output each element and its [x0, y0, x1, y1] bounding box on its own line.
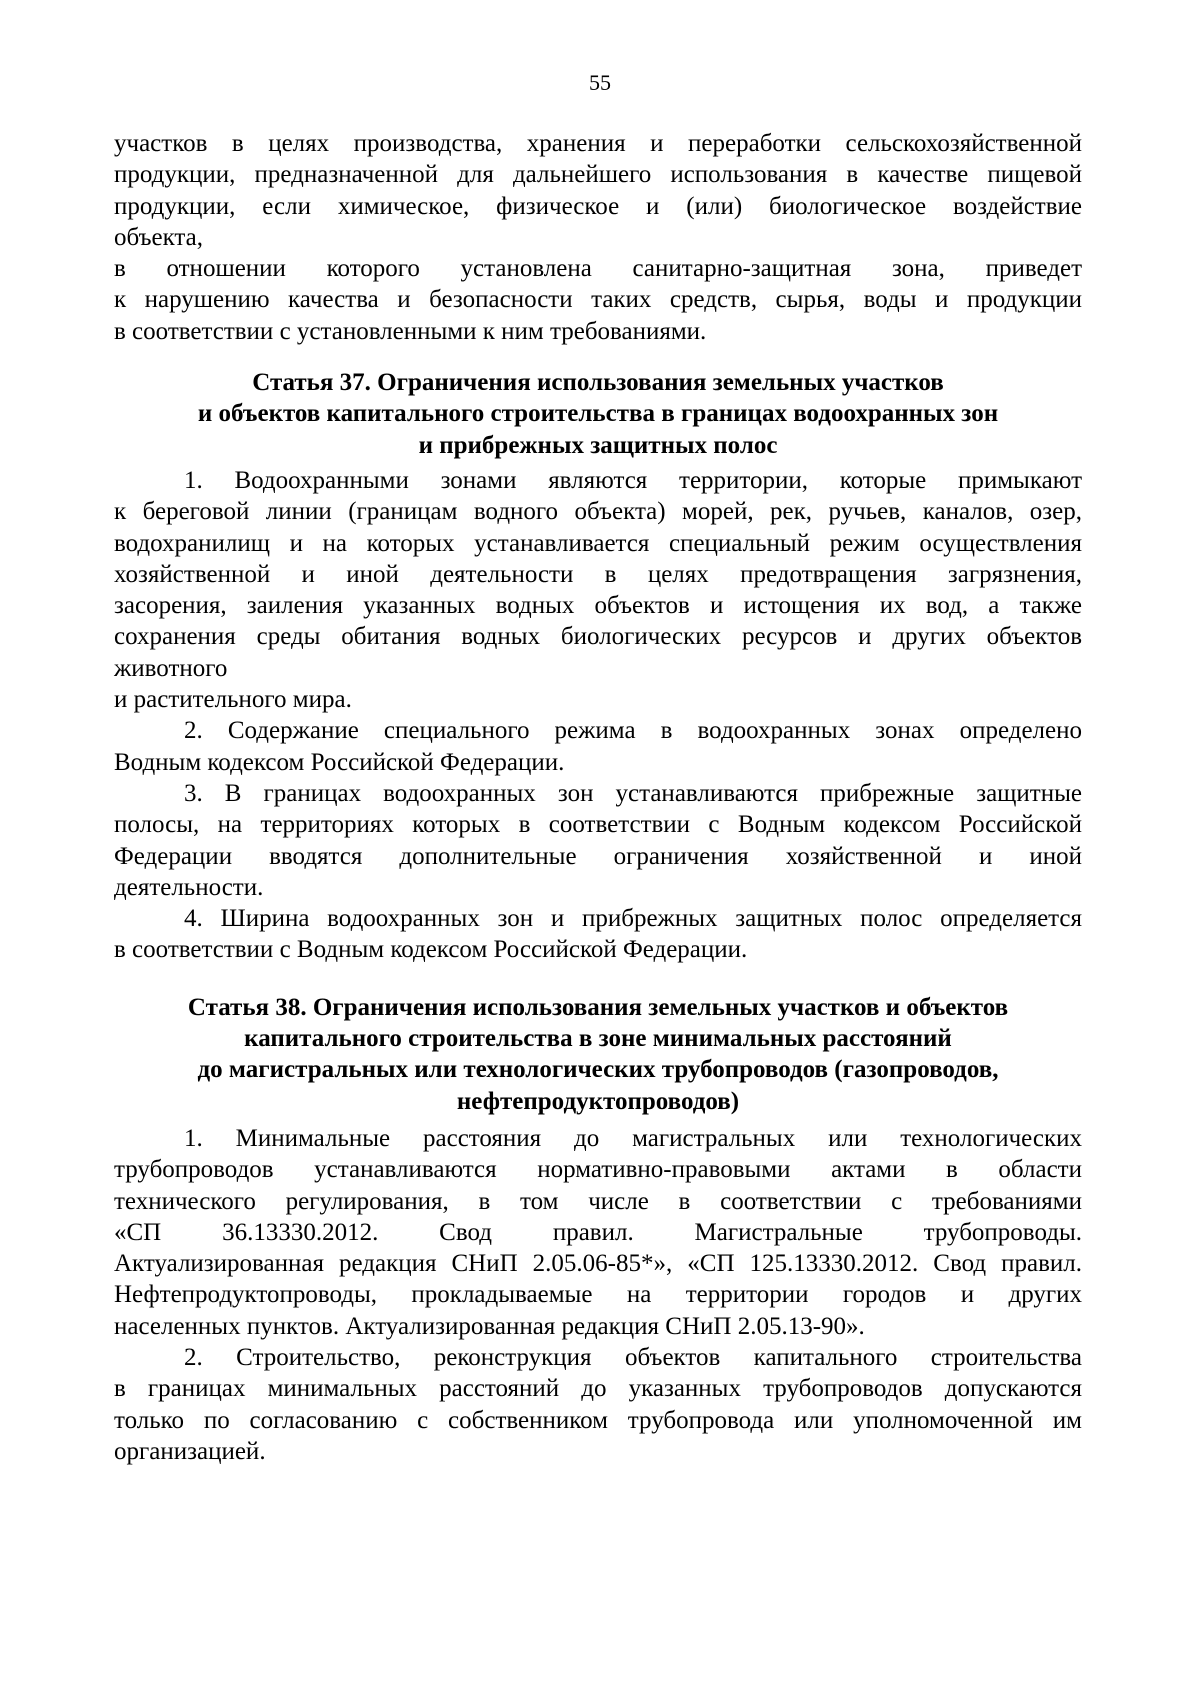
text-line: сохранения среды обитания водных биологических ресурсов и других объектов [114, 623, 1082, 651]
text-line: 4. Ширина водоохранных зон и прибрежных защитных полос определяется [184, 905, 1082, 933]
text-line: 1. Водоохранными зонами являются территории, которые примыкают [184, 466, 1082, 494]
text-line: объекта, [114, 223, 204, 251]
article-37-paragraph-2 [114, 715, 1082, 778]
text-line: 3. В границах водоохранных зон устанавливаются прибрежные защитные [184, 779, 1082, 807]
text-line: 1. Минимальные расстояния до магистральных или технологических [184, 1124, 1082, 1152]
text-line: засорения, заиления указанных водных объектов и истощения их вод, а также [114, 592, 1082, 620]
text-line: населенных пунктов. Актуализированная редакция СНиП 2.05.13-90». [114, 1312, 865, 1340]
article-37-paragraph-1 [114, 465, 1082, 715]
text-line: Актуализированная редакция СНиП 2.05.06-85*», «СП 125.13330.2012. Свод правил. [114, 1250, 1082, 1278]
text-line: 2. Содержание специального режима в водоохранных зонах определено [184, 717, 1082, 745]
text-line: технического регулирования, в том числе в соответствии с требованиями [114, 1187, 1082, 1215]
text-line: Федерации вводятся дополнительные ограничения хозяйственной и иной [114, 842, 1082, 870]
text-line: полосы, на территориях которых в соответствии с Водным кодексом Российской [114, 811, 1082, 839]
text-line: в границах минимальных расстояний до указанных трубопроводов допускаются [114, 1375, 1082, 1403]
text-line: животного [114, 654, 228, 682]
text-line: только по согласованию с собственником трубопровода или уполномоченной им [114, 1406, 1082, 1434]
heading-line: Статья 38. Ограничения использования земельных участков и объектов [187, 993, 1009, 1021]
text-line: 2. Строительство, реконструкция объектов капитального строительства [184, 1343, 1082, 1371]
heading-line: нефтепродуктопроводов) [456, 1087, 740, 1115]
text-line: в соответствии с установленными к ним требованиями. [114, 317, 707, 345]
heading-line: капитального строительства в зоне минимальных расстояний [244, 1025, 952, 1053]
text-line: трубопроводов устанавливаются нормативно-правовыми актами в области [114, 1156, 1082, 1184]
article-37-paragraph-3 [114, 778, 1082, 903]
text-line: к нарушению качества и безопасности таких средств, сырья, воды и продукции [114, 286, 1082, 314]
text-line: организацией. [114, 1437, 266, 1465]
heading-line: до магистральных или технологических трубопроводов (газопроводов, [197, 1056, 999, 1084]
heading-line: Статья 37. Ограничения использования земельных участков [252, 369, 944, 397]
text-line: участков в целях производства, хранения и переработки сельскохозяйственной [114, 130, 1082, 157]
text-line: деятельности. [114, 873, 264, 901]
text-line: Нефтепродуктопроводы, прокладываемые на территории городов и других [114, 1281, 1082, 1309]
text-line: продукции, если химическое, физическое и (или) биологическое воздействие [114, 192, 1082, 220]
heading-line: и прибрежных защитных полос [418, 431, 778, 459]
article-37-heading [114, 367, 1082, 461]
text-line: к береговой линии (границам водного объекта) морей, рек, ручьев, каналов, озер, [114, 498, 1082, 526]
text-line: в отношении которого установлена санитарно-защитная зона, приведет [114, 255, 1082, 283]
text-line: в соответствии с Водным кодексом Российской Федерации. [114, 936, 748, 964]
text-line: Водным кодексом Российской Федерации. [114, 748, 565, 776]
text-line: водохранилищ и на которых устанавливается специальный режим осуществления [114, 529, 1082, 557]
page-number: 55 [589, 70, 611, 95]
heading-line: и объектов капитального строительства в границах водоохранных зон [197, 400, 999, 428]
text-line: продукции, предназначенной для дальнейшего использования в качестве пищевой [114, 161, 1082, 189]
page-content [114, 128, 1082, 1467]
text-line: «СП 36.13330.2012. Свод правил. Магистральные трубопроводы. [114, 1218, 1082, 1246]
text-line: хозяйственной и иной деятельности в целях предотвращения загрязнения, [114, 560, 1082, 588]
article-38-paragraph-1 [114, 1123, 1082, 1342]
article-37-paragraph-4 [114, 903, 1082, 966]
text-line: и растительного мира. [114, 686, 352, 714]
article-38-heading [114, 992, 1082, 1117]
intro-paragraph [114, 128, 1082, 347]
article-38-paragraph-2 [114, 1342, 1082, 1467]
